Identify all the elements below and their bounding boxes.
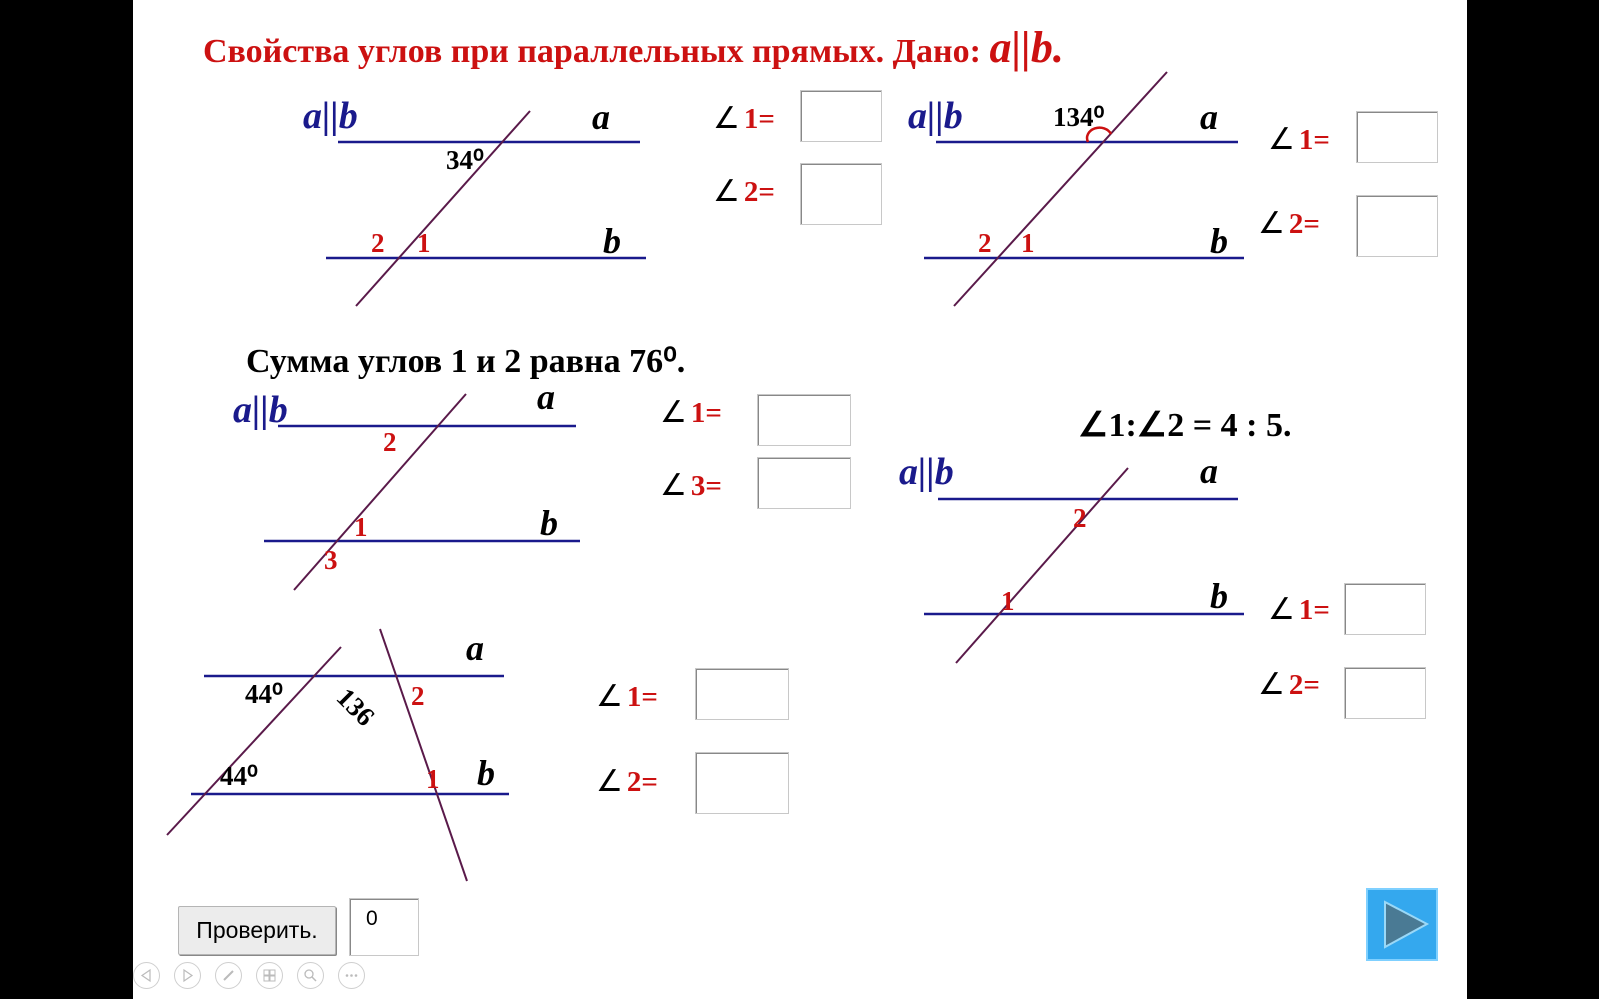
given-angle-1: 34⁰ xyxy=(446,145,484,175)
play-arrow-icon xyxy=(1368,890,1436,959)
line-a-label-1: a xyxy=(592,97,610,137)
more-icon[interactable] xyxy=(338,962,365,989)
angle-mark-1: 1 xyxy=(417,228,431,258)
angle-mark-2: 2 xyxy=(383,427,397,457)
answer-input-d2-angle1[interactable] xyxy=(1356,111,1438,163)
condition-sum: Сумма углов 1 и 2 равна 76⁰. xyxy=(246,343,686,380)
answer-input-d5-angle2[interactable] xyxy=(695,752,789,814)
answer-input-d1-angle1[interactable] xyxy=(800,90,882,142)
given-angle-136: 136 xyxy=(330,682,381,732)
given-angle-2: 134⁰ xyxy=(1053,102,1105,132)
answer-input-d5-angle1[interactable] xyxy=(695,668,789,720)
transversal-1 xyxy=(356,111,530,306)
next-slide-button[interactable] xyxy=(1366,888,1438,961)
angle-mark-1: 1 xyxy=(1001,586,1015,616)
answer-input-d2-angle2[interactable] xyxy=(1356,195,1438,257)
prev-icon[interactable] xyxy=(133,962,160,989)
angle-mark-1: 1 xyxy=(354,512,368,542)
angle-mark-2: 2 xyxy=(371,228,385,258)
answer-input-d4-angle2[interactable] xyxy=(1344,667,1426,719)
parallel-label-1: a||b xyxy=(303,95,358,137)
angle-icon: ∠ xyxy=(660,396,687,429)
answer-label: ∠ 1= xyxy=(1268,593,1330,626)
given-angle-bottom: 44⁰ xyxy=(220,761,258,791)
transversal-5b xyxy=(380,629,467,881)
slideshow-nav xyxy=(133,962,375,994)
angle-mark-1: 1 xyxy=(426,764,440,794)
answer-input-d4-angle1[interactable] xyxy=(1344,583,1426,635)
pen-icon[interactable] xyxy=(215,962,242,989)
answer-label: ∠ 2= xyxy=(1258,207,1320,240)
answer-input-d3-angle1[interactable] xyxy=(757,394,851,446)
line-a-label-5: a xyxy=(466,628,484,668)
given-angle-top: 44⁰ xyxy=(245,679,283,709)
angle-mark-2: 2 xyxy=(1073,503,1087,533)
score-field: 0 xyxy=(349,898,419,956)
parallel-label-3: a||b xyxy=(233,389,288,431)
answer-label: ∠ 2= xyxy=(596,765,658,798)
answer-label: ∠ 2= xyxy=(713,175,775,208)
slides-icon[interactable] xyxy=(256,962,283,989)
answer-label: ∠ 1= xyxy=(596,680,658,713)
angle-icon: ∠ xyxy=(713,175,740,208)
next-icon[interactable] xyxy=(174,962,201,989)
transversal-4 xyxy=(956,468,1128,663)
check-button[interactable]: Проверить. xyxy=(178,906,336,955)
angle-icon: ∠ xyxy=(596,680,623,713)
line-a-label-3: a xyxy=(537,377,555,417)
angle-mark-2: 2 xyxy=(978,228,992,258)
angle-icon: ∠ xyxy=(1268,123,1295,156)
answer-label: ∠ 1= xyxy=(660,396,722,429)
angle-icon: ∠ xyxy=(660,469,687,502)
condition-ratio: ∠1:∠2 = 4 : 5. xyxy=(1078,407,1292,444)
answer-label: ∠ 2= xyxy=(1258,668,1320,701)
answer-label: ∠ 1= xyxy=(713,102,775,135)
parallel-label-4: a||b xyxy=(899,451,954,493)
line-b-label-4: b xyxy=(1210,576,1228,616)
transversal-3 xyxy=(294,394,466,590)
zoom-icon[interactable] xyxy=(297,962,324,989)
line-b-label-5: b xyxy=(477,753,495,793)
slide xyxy=(133,0,1467,999)
angle-icon: ∠ xyxy=(713,102,740,135)
answer-input-d1-angle2[interactable] xyxy=(800,163,882,225)
angle-icon: ∠ xyxy=(596,765,623,798)
angle-icon: ∠ xyxy=(1268,593,1295,626)
angle-mark-1: 1 xyxy=(1021,228,1035,258)
angle-icon: ∠ xyxy=(1258,668,1285,701)
angle-mark-3: 3 xyxy=(324,545,338,575)
line-a-label-2: a xyxy=(1200,97,1218,137)
line-b-label-2: b xyxy=(1210,221,1228,261)
line-a-label-4: a xyxy=(1200,451,1218,491)
parallel-label-2: a||b xyxy=(908,95,963,137)
page-title: Свойства углов при параллельных прямых. Дано: a||b. xyxy=(203,23,1064,72)
line-b-label-3: b xyxy=(540,503,558,543)
angle-mark-2: 2 xyxy=(411,681,425,711)
answer-input-d3-angle3[interactable] xyxy=(757,457,851,509)
answer-label: ∠ 1= xyxy=(1268,123,1330,156)
line-b-label-1: b xyxy=(603,221,621,261)
angle-icon: ∠ xyxy=(1258,207,1285,240)
answer-label: ∠ 3= xyxy=(660,469,722,502)
